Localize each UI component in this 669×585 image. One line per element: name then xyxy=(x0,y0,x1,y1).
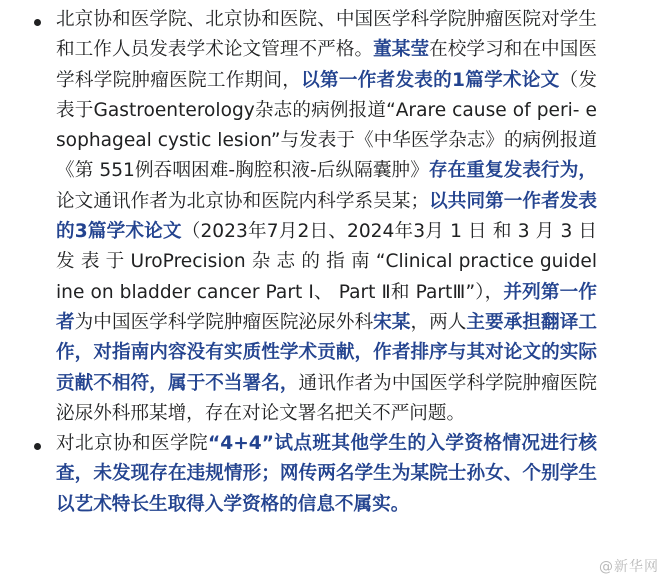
text-segment-bold: 以共同第一作者发表的3篇学术论文 xyxy=(56,190,597,243)
text-segment-bold: 主要承担翻译工作，对指南内容没有实质性学术贡献，作者排序与其对论文的实际贡献不相符，属于不当署名， xyxy=(56,311,597,394)
text-segment-bold: 存在重复发表行为， xyxy=(428,160,597,182)
text-segment-bold: 宋某 xyxy=(373,311,411,333)
text-segment: 对北京协和医学院 xyxy=(56,433,209,455)
text-segment: 为中国医学科学院肿瘤医院泌尿外科 xyxy=(74,311,374,333)
text-segment: 在校学习和在中国医学科学院肿瘤医院工作期间， xyxy=(56,39,597,91)
text-segment: （2023年7月2日、2024年3月 1 日 和 3 月 3 日 发 表 于 UroPrecision 杂 志 的 指 南 “Clinical practice guideline on bladder cancer Part Ⅰ、 Part Ⅱ和 PartⅢ”）， xyxy=(56,221,597,303)
watermark: @新华网 xyxy=(599,559,659,575)
bullet-dot-icon xyxy=(34,19,41,26)
text-segment: ，两人 xyxy=(410,311,467,333)
text-segment-bold: 以第一作者发表的1篇学术论文 xyxy=(301,69,560,91)
item-text xyxy=(56,9,597,424)
text-segment-bold: “4+4”试点班其他学生的入学资格情况进行核查，未发现存在违规情形；网传两名学生为某院士孙女、个别学生以艺术特长生取得入学资格的信息不属实。 xyxy=(56,433,597,515)
text-segment: （发表于Gastroenterology杂志的病例报道“Arare cause of peri- esophageal cystic lesion”与发表于《中华医学杂志》的病例报道《第 551例吞咽困难-胸腔积液-后纵隔囊肿》 xyxy=(56,69,597,182)
bullet-dot-icon xyxy=(34,443,41,450)
text-segment-bold: 并列第一作者 xyxy=(56,281,597,333)
list-item xyxy=(0,429,669,520)
item-text xyxy=(56,433,597,515)
text-segment: 北京协和医学院、北京协和医院、中国医学科学院肿瘤医院对学生和工作人员发表学术论文管理不严格。 xyxy=(56,9,597,61)
text-segment: 通讯作者为中国医学科学院肿瘤医院泌尿外科邢某增，存在对论文署名把关不严问题。 xyxy=(56,372,597,424)
text-segment-bold: 董某莹 xyxy=(373,39,430,61)
text-segment: 论文通讯作者为北京协和医院内科学系吴某； xyxy=(56,190,430,212)
